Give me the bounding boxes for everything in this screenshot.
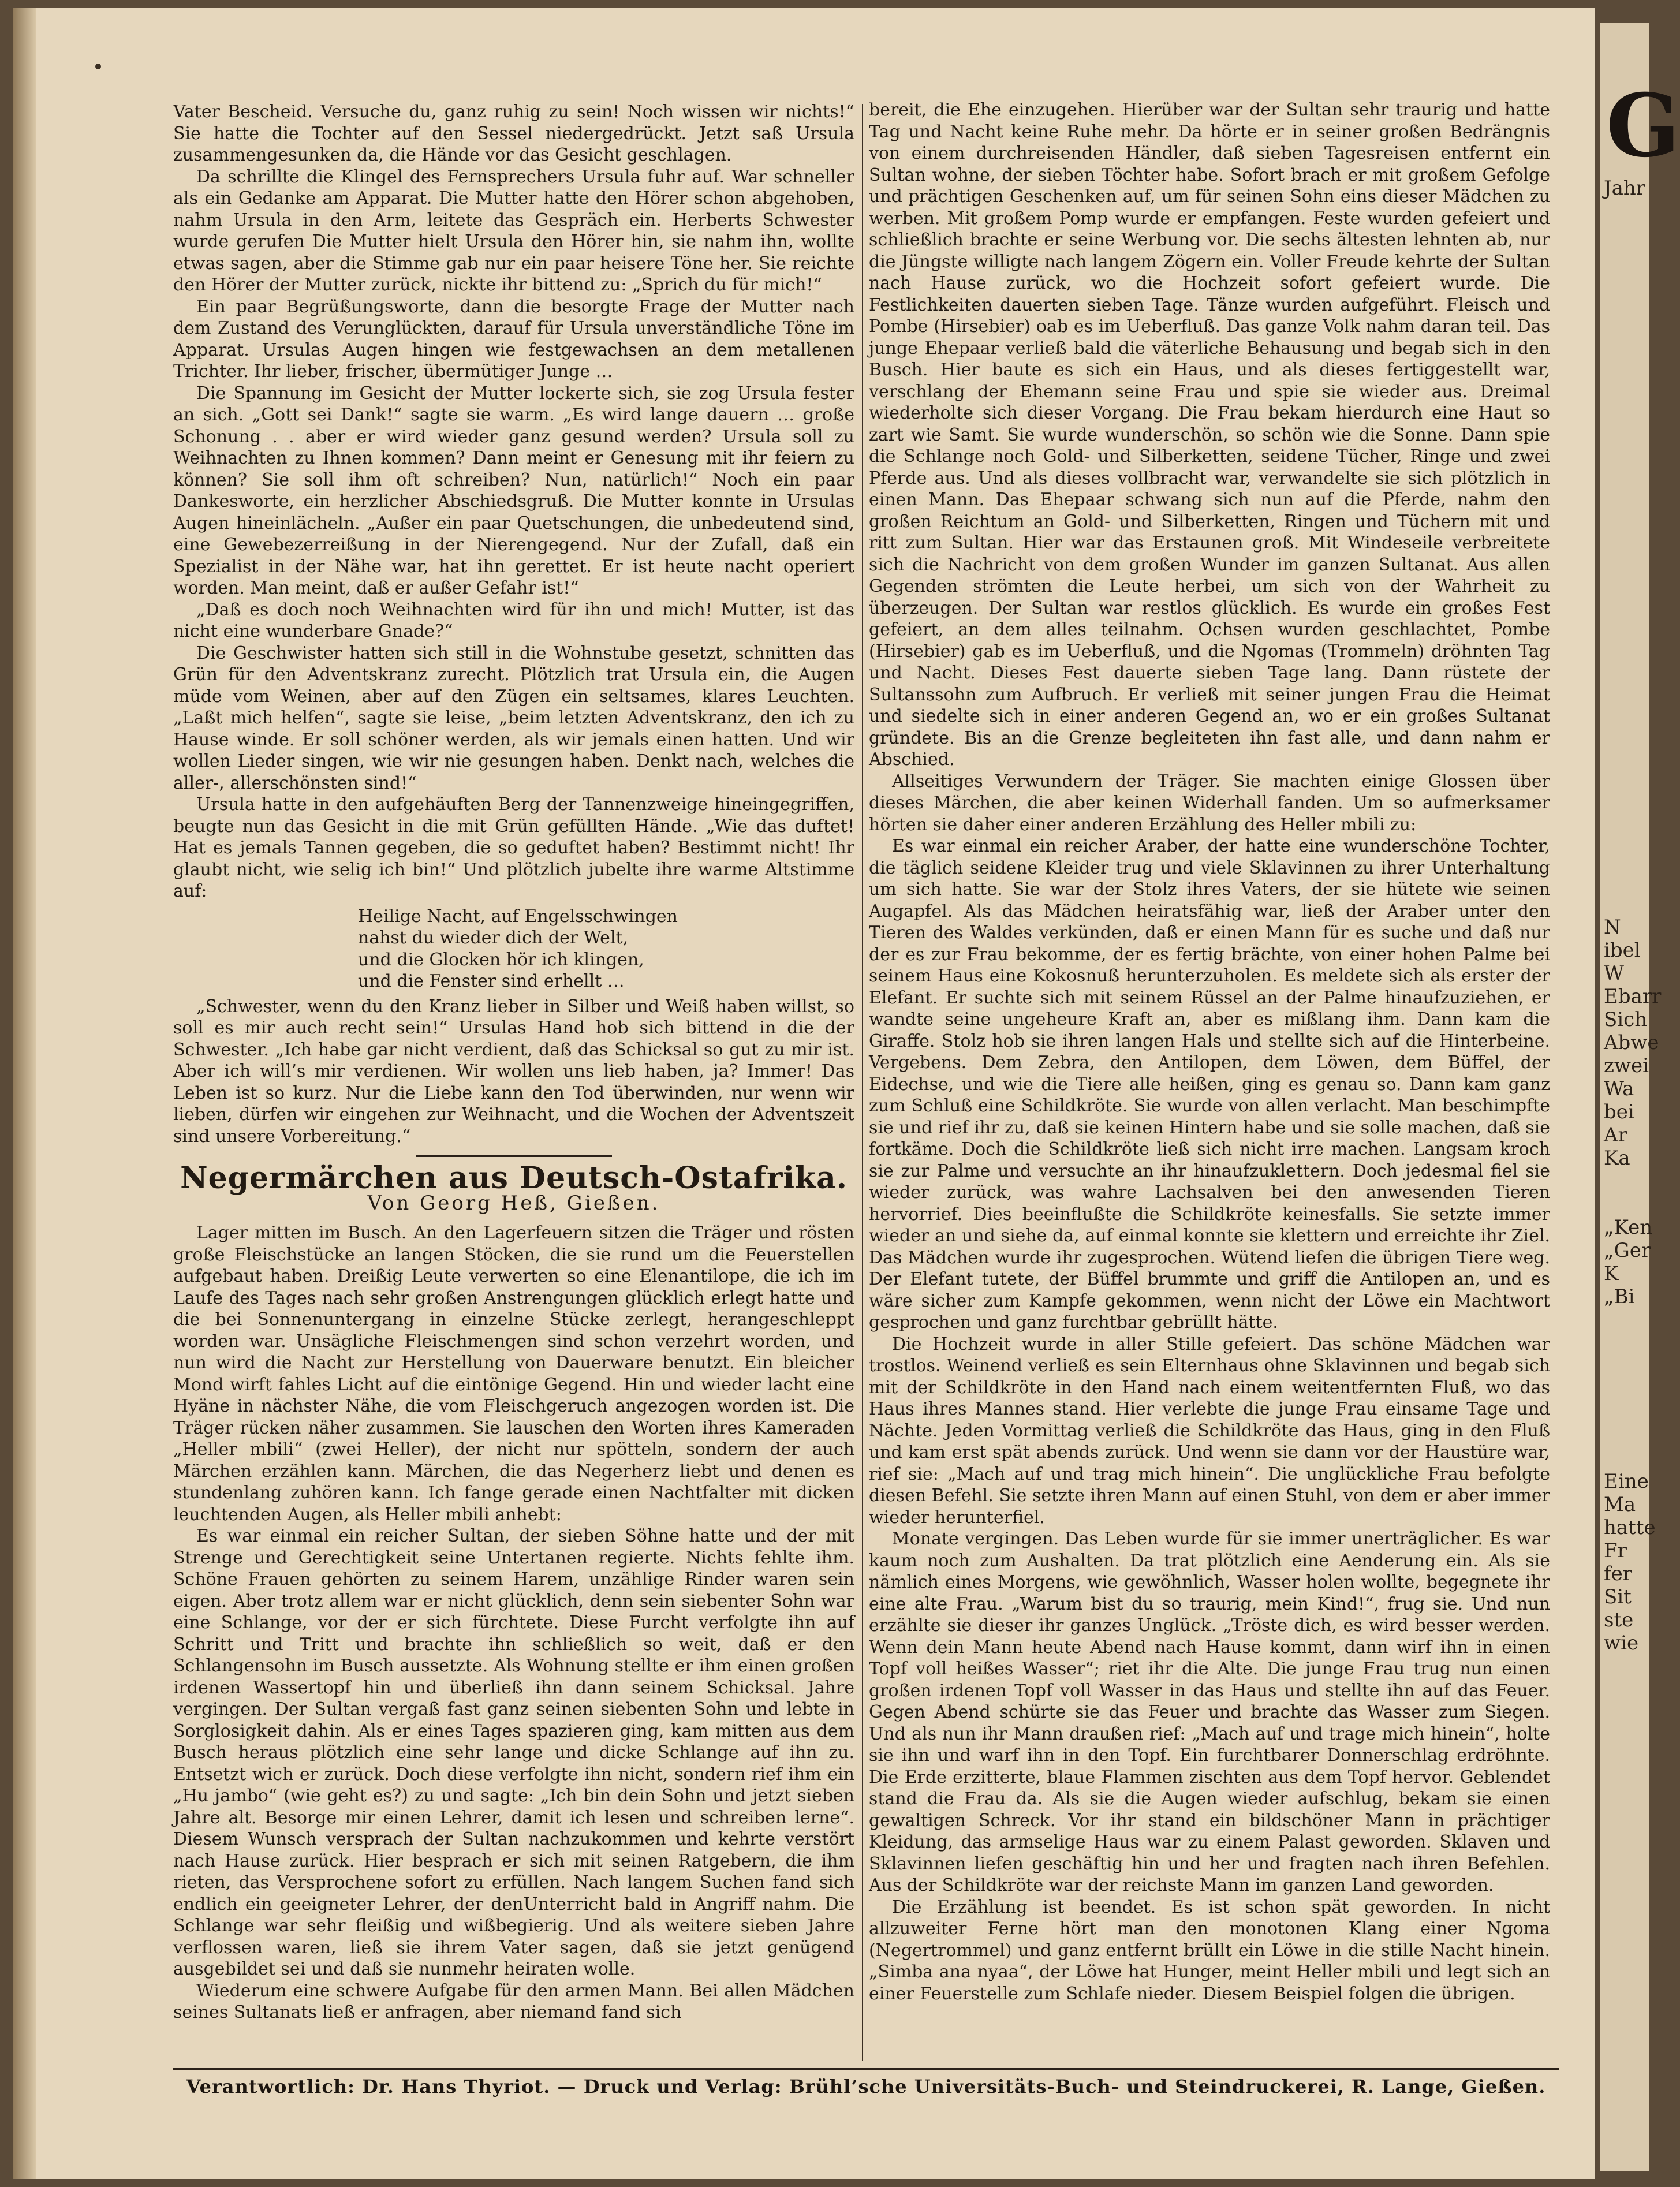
adjacent-page-fragment — [1604, 361, 1649, 385]
adjacent-page-fragment — [1604, 523, 1649, 546]
section-divider — [416, 1155, 612, 1157]
adjacent-page-fragment: Abwe — [1604, 1031, 1659, 1054]
story-closing-paragraph: „Schwester, wenn du den Kranz lieber in Silber und Weiß haben willst, so soll es mir auch recht sein!“ Ursulas Hand hob sich bittend in die der Schwester. „Ich habe gar nicht verdient, daß das Schicksal so gut zu mir ist. Aber ich will’s mir verdienen. Wir wollen uns lieb haben, ja? Immer! Das Leben ist so kurz. Nur die Liebe kann den Tod überwinden, nur wenn wir lieben, dürfen wir eingehen zur Weihnacht, und die Wochen der Adventszeit sind unsere Vorbereitung.“ — [173, 996, 854, 1147]
adjacent-page-fragment — [1604, 200, 1649, 223]
adjacent-page-fragment — [1604, 431, 1649, 454]
adjacent-page-fragment — [1604, 1401, 1649, 1424]
adjacent-page-fragment — [1604, 1354, 1649, 1378]
poem-line: und die Glocken hör ich klingen, — [358, 949, 644, 970]
adjacent-page-fragment: „Ken — [1604, 1216, 1653, 1239]
adjacent-page-fragment: Wa — [1604, 1077, 1634, 1100]
adjacent-page-fragments — [1600, 177, 1662, 1655]
adjacent-page-fragment: K — [1604, 1262, 1619, 1285]
adjacent-page-fragment — [1604, 269, 1649, 292]
imprint-footer: Verantwortlich: Dr. Hans Thyriot. — Druck und Verlag: Brühl’sche Universitäts-Buch- und Steindruckerei, R. Lange, Gießen. — [186, 2076, 1546, 2098]
page-edge-shadow — [13, 8, 36, 2179]
adjacent-page-fragment — [1604, 246, 1649, 269]
adjacent-page-fragment: Ar — [1604, 1124, 1627, 1147]
adjacent-page-fragment — [1604, 1447, 1649, 1470]
adjacent-page-fragment: hatte — [1604, 1516, 1656, 1539]
article-paragraph: Es war einmal ein reicher Sultan, der sieben Söhne hatte und der mit Strenge und Gerechtigkeit seine Untertanen regierte. Nichts fehlte ihm. Schöne Frauen gehörten zu seinem Harem, unzählige Rinder waren sein eigen. Aber trotz allem war er nicht glücklich, denn sein siebenter Sohn war eine Schlange, vor der er sich fürchtete. Diese Furcht verfolgte ihn auf Schritt und Tritt und brachte ihn schließlich so weit, daß er den Schlangensohn im Busch aussetzte. Als Wohnung stellte er ihm einen großen irdenen Wassertopf hin und überließ ihn dann seinem Schicksal. Jahre vergingen. Der Sultan vergaß fast ganz seinen siebenten Sohn und lebte in Sorglosigkeit dahin. Als er eines Tages spazieren ging, kam mitten aus dem Busch heraus plötzlich eine sehr lange und dicke Schlange auf ihn zu. Entsetzt wich er zurück. Doch diese verfolgte ihn nicht, sondern rief ihm ein „Hu jambo“ (wie geht es?) zu und sagte: „Ich bin dein Sohn und jetzt sieben Jahre alt. Besorge mir einen Lehrer, damit ich lesen und schreiben lerne“. Diesem Wunsch versprach der Sultan nachzukommen und kehrte verstört nach Hause zurück. Hier besprach er sich mit seinen Ratgebern, die ihm rieten, das Versprochene sofort zu erfüllen. Nach langem Suchen fand sich endlich ein geeigneter Lehrer, der denUnterricht bald in Angriff nahm. Die Schlange war sehr fleißig und wißbegierig. Und als weitere sieben Jahre verflossen waren, ließ sie ihrem Vater sagen, daß sie jetzt genügend ausgebildet sei und daß sie nunmehr heiraten wolle. — [173, 1526, 854, 1979]
adjacent-page-fragment — [1604, 1308, 1649, 1331]
ink-speck — [95, 64, 101, 69]
story-paragraph: Die Spannung im Gesicht der Mutter lockerte sich, sie zog Ursula fester an sich. „Gott sei Dank!“ sagte sie warm. „Es wird lange dauern … große Schonung . . aber er wird wieder ganz gesund werden? Ursula soll zu Weihnachten zu Ihnen kommen? Dann meint er Genesung mit ihr feiern zu können? Sie soll ihm oft schreiben? Nun, natürlich!“ Noch ein paar Dankesworte, ein herzlicher Abschiedsgruß. Die Mutter konnte in Ursulas Augen hineinlächeln. „Außer ein paar Quetschungen, die unbedeutend sind, eine Gewebezerreißung in der Nierengegend. Nur der Zufall, daß ein Spezialist in der Nähe war, hat ihn gerettet. Er ist heute nacht operiert worden. Man meint, daß er außer Gefahr ist!“ — [173, 383, 854, 598]
adjacent-page-fragment: „Bi — [1604, 1285, 1635, 1308]
adjacent-page-fragment — [1604, 639, 1649, 662]
article-title: Negermärchen aus Deutsch-Ostafrika. — [180, 1160, 848, 1196]
adjacent-page-fragment: ibel — [1604, 939, 1641, 962]
footer-rule — [173, 2068, 1559, 2070]
adjacent-page-fragment: Sich — [1604, 1008, 1648, 1031]
adjacent-page-fragment — [1604, 315, 1649, 338]
poem-line: und die Fenster sind erhellt … — [358, 971, 625, 991]
adjacent-page-fragment — [1604, 800, 1649, 823]
article-paragraph: Die Erzählung ist beendet. Es ist schon spät geworden. In nicht allzuweiter Ferne hört man den monotonen Klang einer Ngoma (Negertrommel) und ganz entfernt brüllt ein Löwe in die stille Nacht hinein. „Simba ana nyaa“, der Löwe hat Hunger, meint Heller mbili und legt sich an einer Feuerstelle zum Schlafe nieder. Diesem Beispiel folgen die übrigen. — [869, 1897, 1550, 2004]
adjacent-page-fragment — [1604, 1193, 1649, 1216]
column-rule — [862, 104, 863, 2061]
adjacent-page-fragment — [1604, 592, 1649, 615]
story-paragraph: Ursula hatte in den aufgehäuften Berg der Tannenzweige hineingegriffen, beugte nun das Gesicht in die mit Grün gefüllten Hände. „Wie das duftet! Hat es jemals Tannen gegeben, die so geduftet haben? Bestimmt nicht! Ihr glaubt nicht, wie selig ich bin!“ Und plötzlich jubelte ihre warme Altstimme auf: — [173, 794, 854, 901]
article-paragraphs — [173, 1222, 854, 2024]
adjacent-page-fragment: Fr — [1604, 1539, 1627, 1562]
adjacent-page-fragment: N — [1604, 916, 1621, 939]
christmas-poem — [358, 906, 854, 992]
adjacent-page-fragment: wie — [1604, 1632, 1639, 1655]
story-paragraph: Die Geschwister hatten sich still in die Wohnstube gesetzt, schnitten das Grün für den Adventskranz zurecht. Plötzlich trat Ursula ein, die Augen müde vom Weinen, aber auf den Zügen ein seltsames, klares Leuchten. „Laßt mich helfen“, sagte sie leise, „beim letzten Adventskranz, den ich zu Hause winde. Er soll schöner werden, als wir jemals einen hatten. Und wir wollen Lieder singen, wie wir nie gesungen haben. Denkt nach, welches die aller-, allerschönsten sind!“ — [173, 643, 854, 793]
adjacent-page-fragment — [1604, 685, 1649, 708]
article-paragraph: Allseitiges Verwundern der Träger. Sie machten einige Glossen über dieses Märchen, die aber keinen Widerhall fanden. Um so aufmerksamer hörten sie daher einer anderen Erzählung des Heller mbili zu: — [869, 771, 1550, 835]
article-paragraph: Monate vergingen. Das Leben wurde für sie immer unerträglicher. Es war kaum noch zum Aushalten. Da trat plötzlich eine Aenderung ein. Als sie nämlich eines Morgens, wie gewöhnlich, Wasser holen wollte, begegnete ihr eine alte Frau. „Warum bist du so traurig, mein Kind!“, frug sie. Und nun erzählte sie dieser ihr ganzes Unglück. „Tröste dich, es wird besser werden. Wenn dein Mann heute Abend nach Hause kommt, dann wirf ihn in einen Topf voll heißes Wasser“; riet ihr die Alte. Die junge Frau trug nun einen großen irdenen Topf voll Wasser in das Haus und stellte ihn auf das Feuer. Gegen Abend schürte sie das Feuer und brachte das Wasser zum Siegen. Und als nun ihr Mann draußen rief: „Mach auf und trage mich hinein“, holte sie ihn und warf ihn in den Topf. Ein furchtbarer Donnerschlag erdröhnte. Die Erde erzitterte, blaue Flammen zischten aus dem Topf hervor. Geblendet stand die Frau da. Als sie die Augen wieder aufschlug, bekam sie einen gewaltigen Schreck. Vor ihr stand ein bildschöner Mann in prächtiger Kleidung, das armselige Haus war zu einem Palast geworden. Sklaven und Sklavinnen liefen geschäftig hin und her und fragten nach ihren Befehlen. Aus der Schildkröte war der reichste Mann im ganzen Land geworden. — [869, 1529, 1550, 1895]
article-paragraph: Wiederum eine schwere Aufgabe für den armen Mann. Bei allen Mädchen seines Sultanats ließ er anfragen, aber niemand fand sich — [173, 1980, 854, 2022]
story-paragraphs — [173, 101, 854, 902]
adjacent-page-fragment — [1604, 477, 1649, 500]
adjacent-page-fragment: Ka — [1604, 1147, 1630, 1170]
article-paragraph: Die Hochzeit wurde in aller Stille gefeiert. Das schöne Mädchen war trostlos. Weinend verließ es sein Elternhaus ohne Sklavinnen und begab sich mit der Schildkröte in den Hand nach einem weitentfernten Fluß, wo das Haus ihres Mannes stand. Hier verlebte die junge Frau einsame Tage und Nächte. Jeden Vormittag verließ die Schildkröte das Haus, ging in den Fluß und kam erst spät abends zurück. Und wenn sie dann vor der Haustüre war, rief sie: „Mach auf und trag mich hinein“. Die unglückliche Frau befolgte diesen Befehl. Sie setzte ihren Mann auf einen Stuhl, von dem er aber immer wieder herunterfiel. — [869, 1334, 1550, 1528]
adjacent-page-edge — [1600, 23, 1680, 2171]
adjacent-page-fragment — [1604, 731, 1649, 754]
adjacent-page-fragment — [1604, 754, 1649, 777]
adjacent-page-fragment — [1604, 385, 1649, 408]
adjacent-page-fragment — [1604, 546, 1649, 569]
adjacent-page-fragment — [1604, 1424, 1649, 1447]
adjacent-page-fragment — [1604, 777, 1649, 800]
adjacent-page-fragment — [1604, 223, 1649, 246]
adjacent-page-fragment: ste — [1604, 1608, 1634, 1632]
adjacent-page-fragment — [1604, 893, 1649, 916]
story-paragraph: Da schrillte die Klingel des Fernsprechers Ursula fuhr auf. War schneller als ein Gedanke am Apparat. Die Mutter hatte den Hörer schon abgehoben, nahm Ursula in den Arm, leitete das Gespräch ein. Herberts Schwester wurde gerufen Die Mutter hielt Ursula den Hörer hin, sie nahm ihn, wollte etwas sagen, aber die Stimme gab nur ein paar heisere Töne her. Sie reichte den Hörer der Mutter zurück, nickte ihr bittend zu: „Sprich du für mich!“ — [173, 166, 854, 295]
article-paragraph: bereit, die Ehe einzugehen. Hierüber war der Sultan sehr traurig und hatte Tag und Nacht keine Ruhe mehr. Da hörte er in seiner großen Bedrängnis von einem durchreisenden Händler, daß sieben Tagesreisen entfernt ein Sultan wohne, der sieben Töchter habe. Sofort brach er mit großem Gefolge und prächtigen Geschenken auf, um für seinen Sohn eins dieser Mädchen zu werben. Mit großem Pomp wurde er empfangen. Feste wurden gefeiert und schließlich brachte er seine Werbung vor. Die sechs ältesten lehnten ab, nur die Jüngste willigte nach langem Zögern ein. Voller Freude kehrte der Sultan nach Hause zurück, wo die Hochzeit sofort gefeiert wurde. Die Festlichkeiten dauerten sieben Tage. Tänze wurden aufgeführt. Fleisch und Pombe (Hirsebier) oab es im Ueberfluß. Das ganze Volk nahm daran teil. Das junge Ehepaar verließ bald die väterliche Behausung und begab sich in den Busch. Hier baute es sich ein Haus, und als dieses fertiggestellt war, verschlang der Ehemann seine Frau und spie sie wieder aus. Dreimal wiederholte sich dieser Vorgang. Die Frau bekam hierdurch eine Haut so zart wie Samt. Sie wurde wunderschön, so schön wie die Sonne. Dann spie die Schlange noch Gold- und Silberketten, seidene Tücher, Ringe und zwei Pferde aus. Und als dieses vollbracht war, verwandelte sie sich plötzlich in einen Mann. Das Ehepaar schwang sich nun auf die Pferde, nahm den großen Reichtum an Gold- und Silberketten, Ringen und Tüchern mit und ritt zum Sultan. Hier war das Erstaunen groß. Mit Windeseile verbreitete sich die Nachricht von dem großen Wunder im ganzen Sultanat. Aus allen Gegenden strömten die Leute herbei, um sich von der Wahrheit zu überzeugen. Der Sultan war restlos glücklich. Es wurde ein großes Fest gefeiert, an dem alles teilnahm. Ochsen wurden geschlachtet, Pombe (Hirsebier) gab es im Ueberfluß, und die Ngomas (Trommeln) dröhnten Tag und Nacht. Dieses Fest dauerte sieben Tage lang. Dann rüstete der Sultanssohn zum Aufbruch. Er verließ mit seiner jungen Frau die Heimat und siedelte sich in einer anderen Gegend an, wo er ein großes Sultanat gründete. Bis an die Grenze begleiteten ihn fast alle, und dann nahm er Abschied. — [869, 100, 1550, 770]
adjacent-page-fragment — [1604, 338, 1649, 361]
adjacent-page-fragment — [1604, 454, 1649, 477]
adjacent-page-fragment — [1604, 408, 1649, 431]
adjacent-page-fragment — [1604, 846, 1649, 869]
adjacent-page-fragment — [1604, 569, 1649, 592]
adjacent-page-fragment: Ebarr — [1604, 985, 1662, 1008]
left-column — [173, 101, 854, 2024]
adjacent-page-fragment: zwei — [1604, 1054, 1649, 1077]
adjacent-page-fragment: Sit — [1604, 1585, 1632, 1608]
article-continuation — [869, 99, 1550, 2005]
adjacent-page-fragment — [1604, 1378, 1649, 1401]
adjacent-page-fragment — [1604, 1331, 1649, 1354]
adjacent-page-fragment: Eine — [1604, 1470, 1649, 1493]
adjacent-page-fragment — [1604, 292, 1649, 315]
right-column — [869, 99, 1550, 2005]
story-paragraph: „Daß es doch noch Weihnachten wird für ihn und mich! Mutter, ist das nicht eine wunderbare Gnade?“ — [173, 599, 854, 641]
adjacent-page-fragment — [1604, 615, 1649, 639]
adjacent-page-fragment — [1604, 662, 1649, 685]
adjacent-page-fragment — [1604, 500, 1649, 523]
story-paragraph: Vater Bescheid. Versuche du, ganz ruhig zu sein! Noch wissen wir nichts!“ Sie hatte die Tochter auf den Sessel niedergedrückt. Jetzt saß Ursula zusammengesunken da, die Hände vor das Gesicht geschlagen. — [173, 102, 854, 165]
article-paragraph: Es war einmal ein reicher Araber, der hatte eine wunderschöne Tochter, die täglich seidene Kleider trug und viele Sklavinnen zu ihrer Unterhaltung um sich hatte. Sie war der Stolz ihres Vaters, der sie hütete wie seinen Augapfel. Als das Mädchen heiratsfähig war, ließ der Araber unter den Tieren des Waldes verkünden, daß er einen Mann für es suche und daß nur der es zur Frau bekomme, der es fertig brächte, von einer hohen Palme bei seinem Haus eine Kokosnuß herunterzuholen. Es meldete sich als erster der Elefant. Er suchte sich mit seinem Rüssel an der Palme hinaufzuziehen, er wandte seine ungeheure Kraft an, aber es mißlang ihm. Dann kam die Giraffe. Stolz hob sie ihren langen Hals und stellte sich auf die Hinterbeine. Vergebens. Dem Zebra, den Antilopen, dem Löwen, dem Büffel, der Eidechse, und wie die Tiere alle heißen, ging es genau so. Dann kam ganz zum Schluß eine Schildkröte. Sie wurde von allen verlacht. Man beschimpfte sie und rief ihr zu, daß sie keinen Hintern habe und sie solle machen, daß sie fortkäme. Doch die Schildkröte ließ sich nicht irre machen. Langsam kroch sie zur Palme und versuchte an ihr hinaufzuklettern. Doch jedesmal fiel sie wieder zurück, was wahre Lachsalven bei den anwesenden Tieren hervorrief. Dies beeinflußte die Schildkröte keinesfalls. Sie setzte immer wieder an und siehe da, auf einmal konnte sie klettern und erreichte ihr Ziel. Das Mädchen wurde ihr zugesprochen. Wütend liefen die übrigen Tiere weg. Der Elefant tutete, der Büffel brummte und griff die Antilopen an, und es wäre sicher zum Kampfe gekommen, wenn nicht der Löwe ein Machtwort gesprochen und ganz furchtbar gebrüllt hätte. — [869, 836, 1550, 1333]
article-paragraph: Lager mitten im Busch. An den Lagerfeuern sitzen die Träger und rösten große Fleischstücke an langen Stöcken, die sie rund um die Feuerstellen aufgebaut haben. Dreißig Leute verwerten so eine Elenantilope, die ich im Laufe des Tages nach sehr großen Anstrengungen glücklich erlegt hatte und die bei Sonnenuntergang in einzelne Stücke zerlegt, herangeschleppt worden war. Unsägliche Fleischmengen sind schon verzehrt worden, und nun wird die Nacht zur Herstellung von Dauerware benutzt. Ein bleicher Mond wirft fahles Licht auf die eintönige Gegend. Hin und wieder lacht eine Hyäne in nächster Nähe, die vom Fleischgeruch angezogen worden ist. Die Träger rücken näher zusammen. Sie lauschen den Worten ihres Kameraden „Heller mbili“ (zwei Heller), der nicht nur spötteln, sondern der auch Märchen erzählen kann. Märchen, die das Negerherz liebt und denen es stundenlang zuhören kann. Ich fange gerade einen Nachtfalter mit dicken leuchtenden Augen, als Heller mbili anhebt: — [173, 1223, 854, 1525]
adjacent-page-fragment: W — [1604, 962, 1624, 985]
adjacent-page-letter: G — [1606, 75, 1680, 177]
article-byline: Von Georg Heß, Gießen. — [367, 1191, 660, 1215]
adjacent-page-fragment — [1604, 869, 1649, 893]
story-paragraph: Ein paar Begrüßungsworte, dann die besorgte Frage der Mutter nach dem Zustand des Verunglückten, darauf für Ursula unverständliche Töne im Apparat. Ursulas Augen hingen wie festgewachsen an dem metallenen Trichter. Ihr lieber, frischer, übermütiger Junge … — [173, 296, 854, 382]
adjacent-page-fragment — [1604, 823, 1649, 846]
adjacent-page-fragment: fer — [1604, 1562, 1632, 1585]
poem-line: Heilige Nacht, auf Engelsschwingen — [358, 906, 678, 927]
adjacent-page-fragment: „Ger — [1604, 1239, 1651, 1262]
adjacent-page-fragment: bei — [1604, 1100, 1634, 1124]
adjacent-page-fragment: Ma — [1604, 1493, 1636, 1516]
adjacent-page-fragment — [1604, 1170, 1649, 1193]
poem-line: nahst du wieder dich der Welt, — [358, 928, 629, 948]
adjacent-page-fragment — [1604, 708, 1649, 731]
adjacent-page-fragment: Jahr — [1604, 177, 1646, 200]
